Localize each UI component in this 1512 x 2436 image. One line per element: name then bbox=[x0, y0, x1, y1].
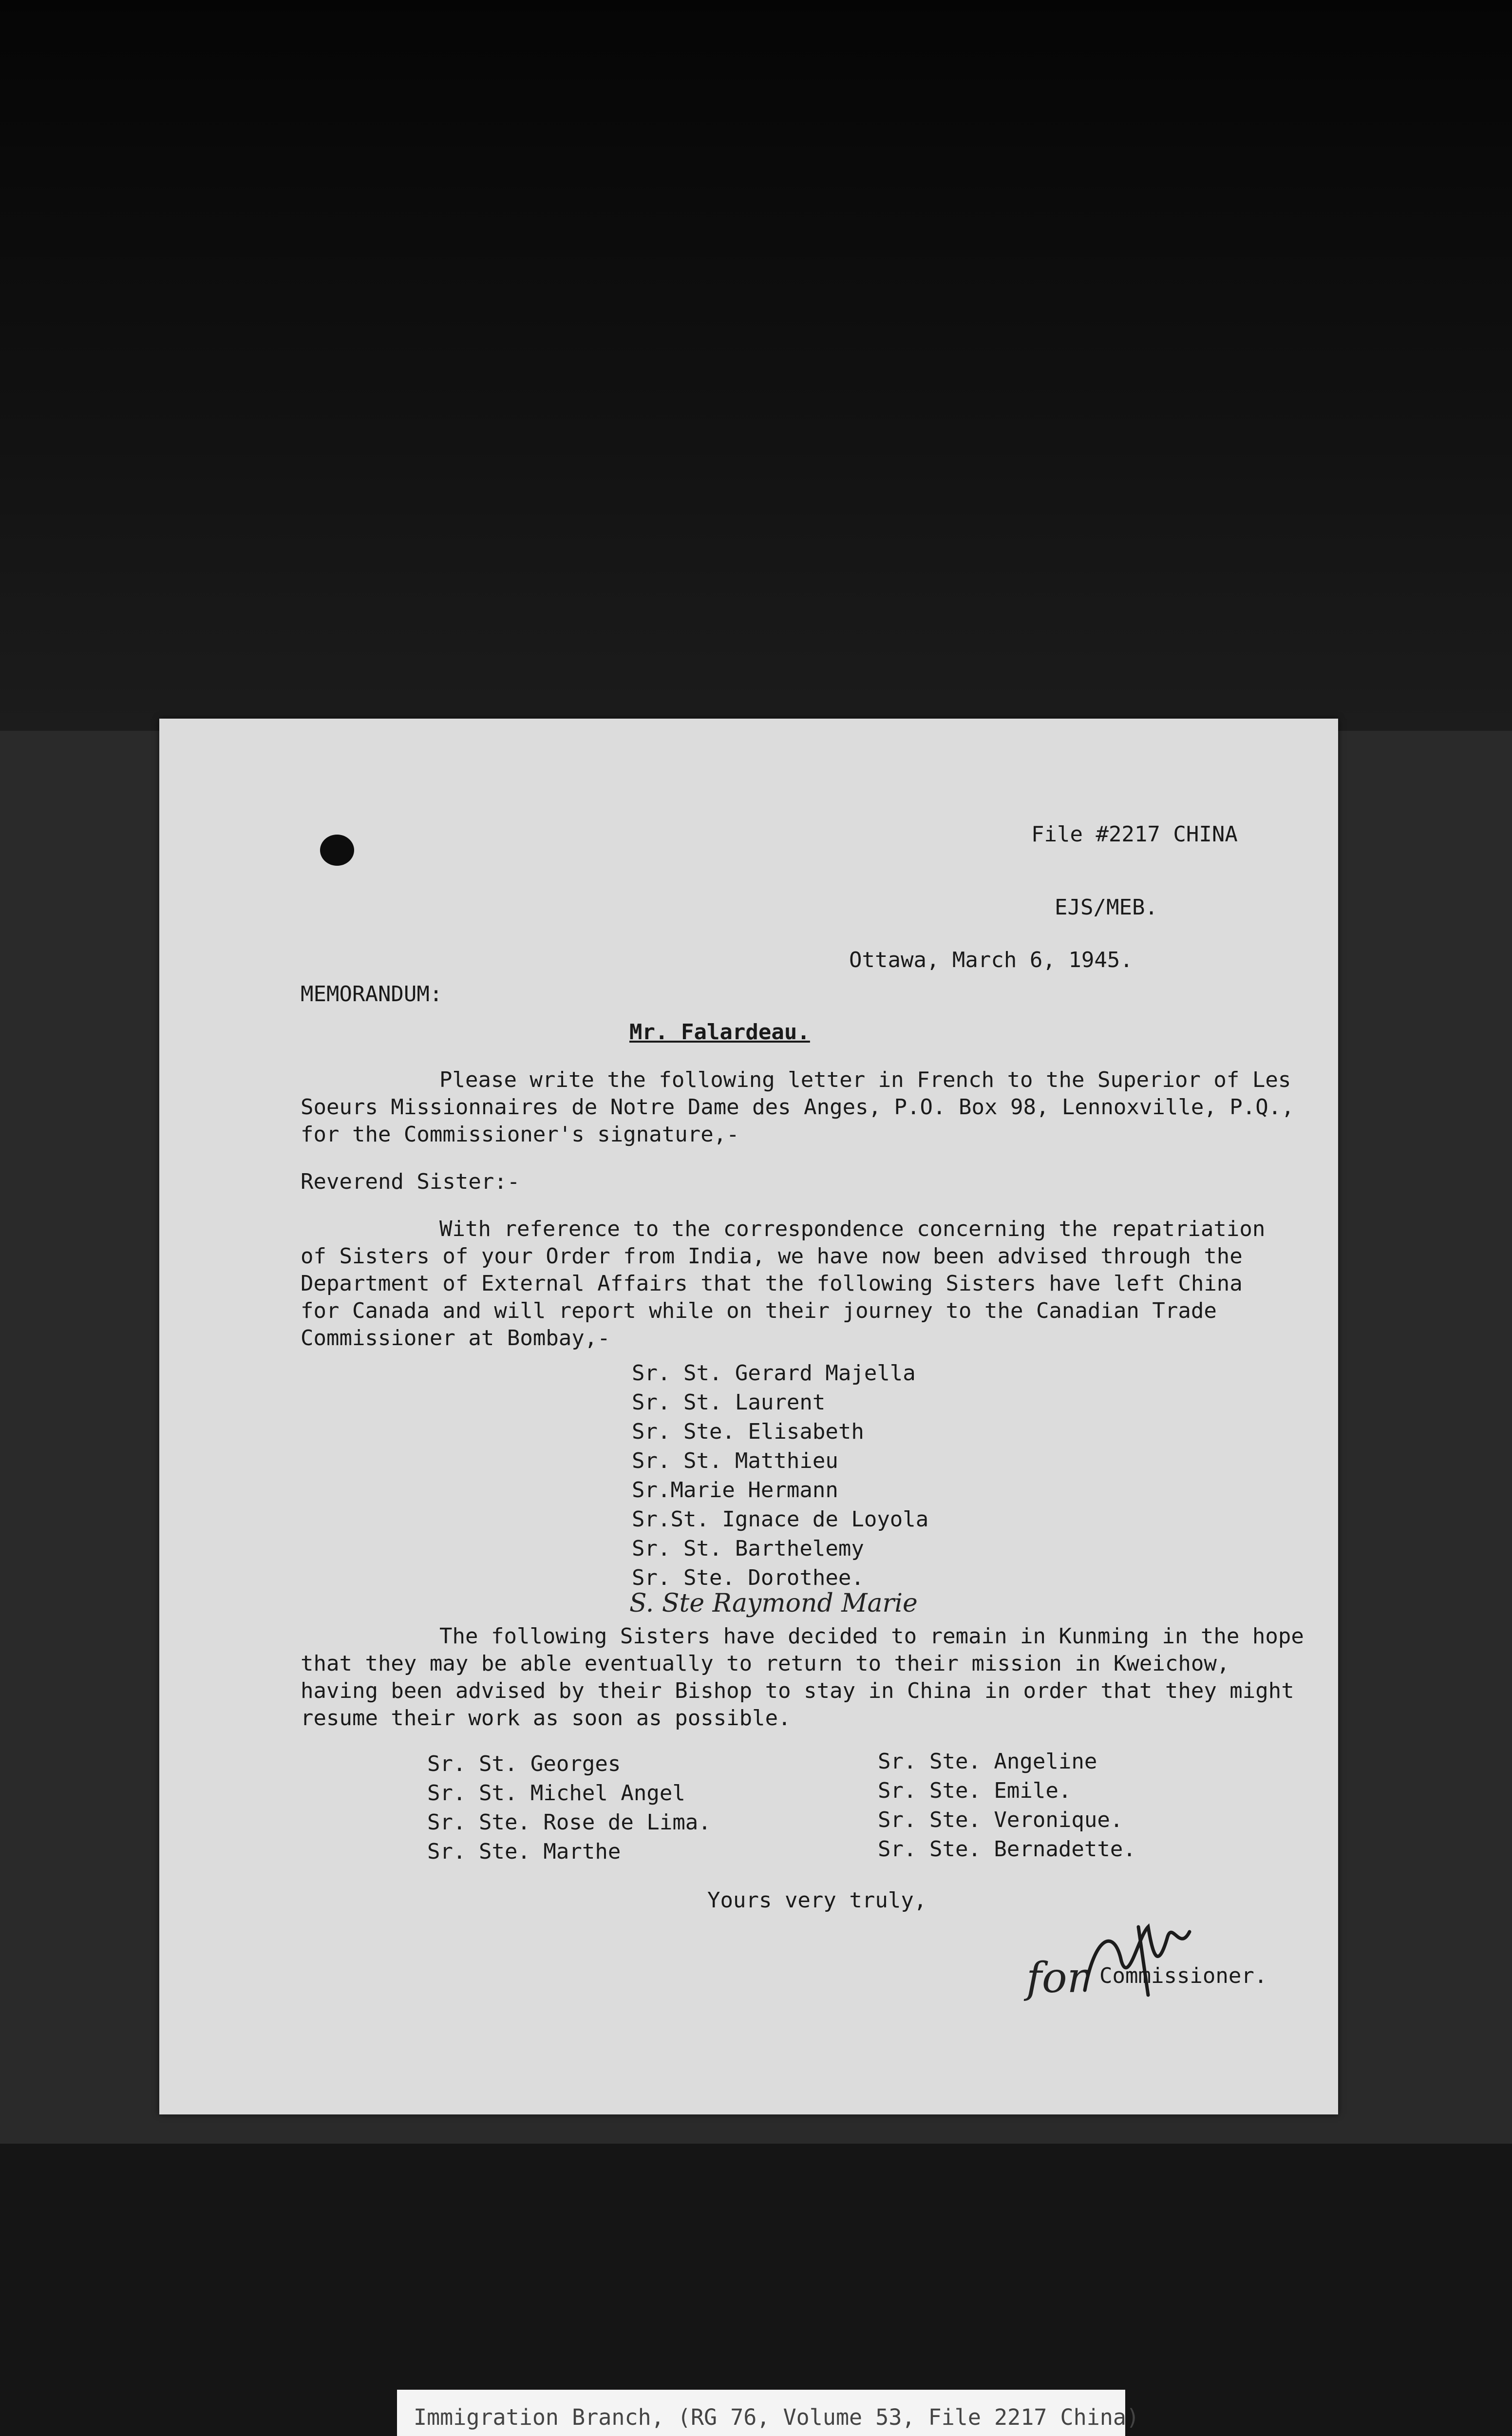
departed-sister-1: Sr. St. Gerard Majella bbox=[632, 1361, 916, 1386]
intro-line-3: for the Commissioner's signature,- bbox=[301, 1122, 739, 1147]
typist-initials: EJS/MEB. bbox=[1055, 895, 1158, 920]
remaining-right-4: Sr. Ste. Bernadette. bbox=[878, 1837, 1136, 1862]
memo-date: Ottawa, March 6, 1945. bbox=[849, 948, 1133, 972]
departed-sister-4: Sr. St. Matthieu bbox=[632, 1448, 838, 1473]
remaining-left-2: Sr. St. Michel Angel bbox=[427, 1781, 685, 1806]
archive-caption: Immigration Branch, (RG 76, Volume 53, File 2217 China) bbox=[414, 2404, 1140, 2430]
departed-sister-8: Sr. Ste. Dorothee. bbox=[632, 1565, 864, 1590]
signature-prefix: for bbox=[1026, 1954, 1087, 2002]
archive-caption-strip bbox=[397, 2390, 1140, 2436]
body-line-1: With reference to the correspondence concerning the repatriation bbox=[439, 1217, 1266, 1241]
addressee: Mr. Falardeau. bbox=[629, 1020, 810, 1045]
remaining-line-4: resume their work as soon as possible. bbox=[301, 1706, 791, 1731]
departed-sister-7: Sr. St. Barthelemy bbox=[632, 1536, 864, 1561]
body-line-3: Department of External Affairs that the following Sisters have left China bbox=[301, 1271, 1243, 1296]
file-reference: File #2217 CHINA bbox=[1031, 822, 1238, 847]
remaining-line-3: having been advised by their Bishop to stay in China in order that they might bbox=[301, 1678, 1294, 1703]
intro-line-2: Soeurs Missionnaires de Notre Dame des Anges, P.O. Box 98, Lennoxville, P.Q., bbox=[301, 1095, 1294, 1120]
salutation: Reverend Sister:- bbox=[301, 1169, 520, 1194]
departed-sister-5: Sr.Marie Hermann bbox=[632, 1478, 838, 1503]
remaining-right-1: Sr. Ste. Angeline bbox=[878, 1749, 1097, 1774]
remaining-right-3: Sr. Ste. Veronique. bbox=[878, 1808, 1123, 1832]
remaining-right-2: Sr. Ste. Emile. bbox=[878, 1778, 1072, 1803]
remaining-left-1: Sr. St. Georges bbox=[427, 1751, 621, 1776]
remaining-left-3: Sr. Ste. Rose de Lima. bbox=[427, 1810, 711, 1835]
intro-line-1: Please write the following letter in French to the Superior of Les bbox=[439, 1067, 1291, 1092]
punch-hole bbox=[320, 835, 354, 866]
memo-heading: MEMORANDUM: bbox=[301, 982, 443, 1007]
closing: Yours very truly, bbox=[707, 1888, 927, 1913]
body-line-2: of Sisters of your Order from India, we have now been advised through the bbox=[301, 1244, 1243, 1269]
remaining-left-4: Sr. Ste. Marthe bbox=[427, 1839, 621, 1864]
body-line-4: for Canada and will report while on their journey to the Canadian Trade bbox=[301, 1298, 1217, 1323]
memo-page bbox=[159, 719, 1338, 2114]
departed-sister-6: Sr.St. Ignace de Loyola bbox=[632, 1507, 929, 1532]
body-line-5: Commissioner at Bombay,- bbox=[301, 1326, 610, 1351]
signature-title: Commissioner. bbox=[1099, 1963, 1267, 1988]
remaining-line-2: that they may be able eventually to return to their mission in Kweichow, bbox=[301, 1651, 1230, 1676]
departed-sister-2: Sr. St. Laurent bbox=[632, 1390, 826, 1415]
film-background-top bbox=[0, 0, 1512, 731]
departed-sister-3: Sr. Ste. Elisabeth bbox=[632, 1419, 864, 1444]
remaining-line-1: The following Sisters have decided to remain in Kunming in the hope bbox=[439, 1624, 1304, 1649]
handwritten-addition: S. Ste Raymond Marie bbox=[629, 1589, 918, 1618]
